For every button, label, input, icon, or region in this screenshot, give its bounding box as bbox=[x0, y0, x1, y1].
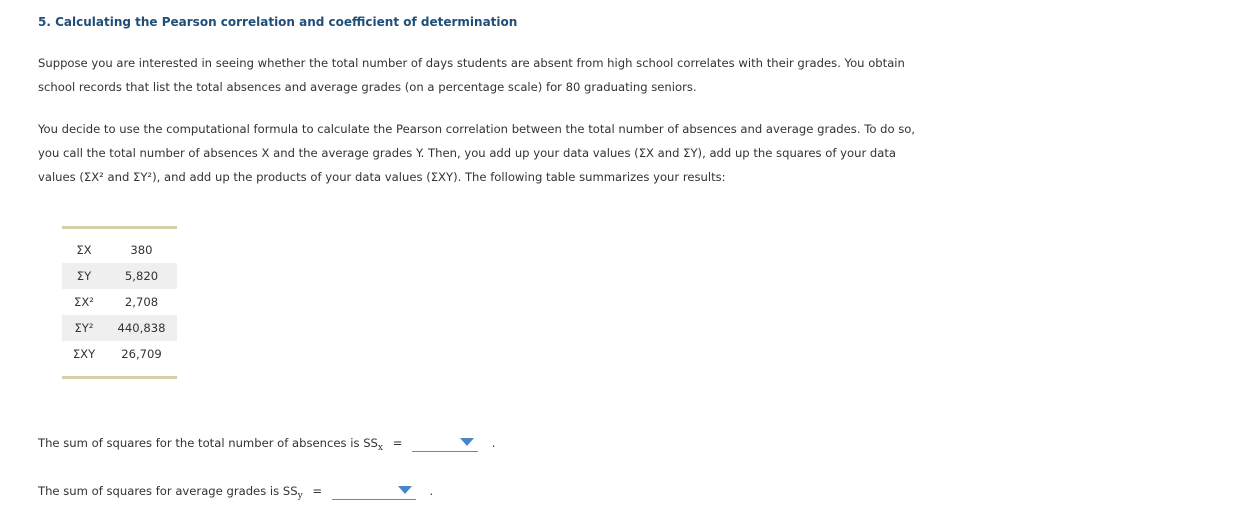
table-symbol: ΣX bbox=[76, 243, 92, 257]
table-row bbox=[62, 289, 177, 315]
sentence-period: . bbox=[429, 484, 434, 498]
ssy-answer-dropdown[interactable] bbox=[332, 483, 416, 500]
ssx-answer-dropdown[interactable] bbox=[412, 435, 478, 452]
table-row bbox=[62, 315, 177, 341]
table-row bbox=[62, 341, 177, 367]
table-symbol: ΣY bbox=[62, 263, 106, 289]
ssx-question bbox=[38, 434, 495, 454]
ssy-question bbox=[38, 482, 433, 502]
intro-line: Suppose you are interested in seeing whether the total number of days students are absent from high school correlates with their grades. You obtain bbox=[38, 56, 905, 70]
table-row bbox=[62, 263, 177, 289]
ssy-question-text: The sum of squares for average grades is SS bbox=[38, 484, 298, 498]
method-paragraph bbox=[38, 117, 978, 189]
summary-table bbox=[62, 226, 177, 379]
equals-sign: = bbox=[312, 484, 323, 498]
table-value: 380 bbox=[130, 243, 153, 257]
table-value: 26,709 bbox=[121, 347, 162, 361]
method-line: you call the total number of absences X and the average grades Y. Then, you add up your data values (ΣX and ΣY), add up the squares of your data bbox=[38, 146, 897, 160]
table-symbol: ΣXY bbox=[72, 347, 96, 361]
method-line: You decide to use the computational formula to calculate the Pearson correlation between the total number of absences and average grades. To do so, bbox=[38, 122, 916, 136]
method-line: values (ΣX² and ΣY²), and add up the products of your data values (ΣXY). The following table summarizes your results: bbox=[38, 170, 726, 184]
question-title: 5. Calculating the Pearson correlation and coefficient of determination bbox=[38, 15, 518, 29]
intro-paragraph bbox=[38, 51, 978, 99]
table-row bbox=[62, 237, 177, 263]
chevron-down-icon[interactable] bbox=[460, 438, 474, 446]
ssx-question-text: The sum of squares for the total number of absences is SS bbox=[38, 436, 378, 450]
table-value: 5,820 bbox=[106, 263, 177, 289]
intro-line: school records that list the total absences and average grades (on a percentage scale) for 80 graduating seniors. bbox=[38, 80, 697, 94]
chevron-down-icon[interactable] bbox=[398, 486, 412, 494]
ssx-subscript: x bbox=[377, 443, 383, 453]
table-symbol: ΣX² bbox=[74, 295, 94, 309]
ssy-subscript: y bbox=[297, 491, 303, 501]
table-value: 2,708 bbox=[124, 295, 159, 309]
table-symbol: ΣY² bbox=[62, 315, 106, 341]
table-value: 440,838 bbox=[106, 315, 177, 341]
sentence-period: . bbox=[491, 436, 496, 450]
equals-sign: = bbox=[392, 436, 403, 450]
